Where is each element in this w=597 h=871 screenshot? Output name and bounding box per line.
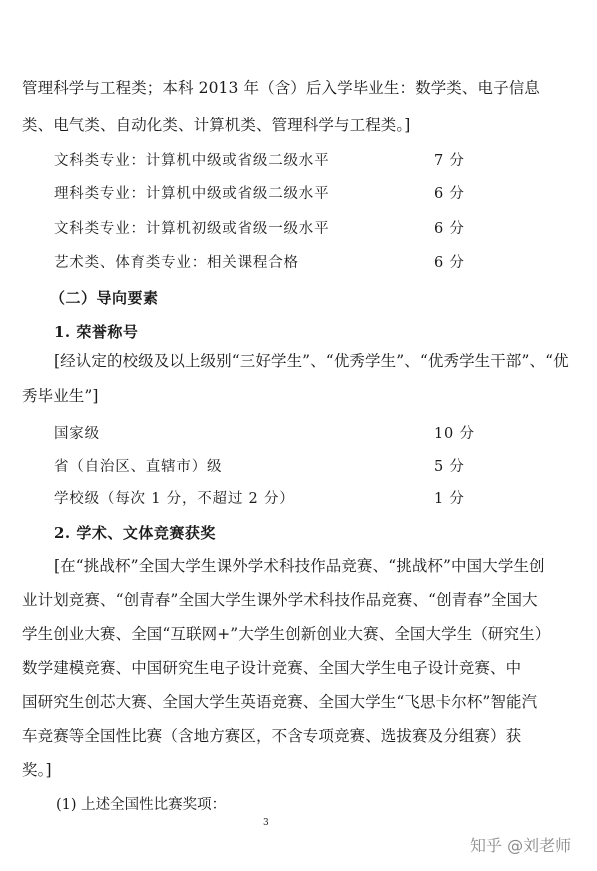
competition-line: 车竞赛等全国性比赛（含地方赛区，不含专项竞赛、选拔赛及分组赛）获 (22, 727, 522, 745)
score-row-label: 理科类专业：计算机中级或省级二级水平 (54, 186, 330, 202)
honor-title: 1. 荣誉称号 (54, 323, 139, 341)
section-heading: （二）导向要素 (50, 289, 159, 307)
competition-line: 国研究生创芯大赛、全国大学生英语竞赛、全国大学生“飞思卡尔杯”智能汽 (22, 693, 538, 711)
competition-line: 业计划竞赛、“创青春”全国大学生课外学术科技作品竞赛、“创青春”全国大 (22, 591, 538, 609)
page-number: 3 (263, 818, 269, 828)
score-row-label: 文科类专业：计算机中级或省级二级水平 (54, 153, 330, 169)
score-row-value: 7 分 (434, 153, 465, 169)
competition-line: 学生创业大赛、全国“互联网+”大学生创新创业大赛、全国大学生（研究生） (22, 625, 551, 643)
honor-row-label: 国家级 (54, 426, 100, 442)
honor-note-line-1: [经认定的校级及以上级别“三好学生”、“优秀学生”、“优秀学生干部”、“优 (54, 352, 569, 370)
sub-item: (1) 上述全国性比赛奖项： (56, 797, 227, 813)
score-row-value: 6 分 (434, 255, 465, 271)
competition-line: [在“挑战杯”全国大学生课外学术科技作品竞赛、“挑战杯”中国大学生创 (54, 557, 545, 575)
score-row-label: 文科类专业：计算机初级或省级一级水平 (54, 221, 330, 237)
honor-note-line-2: 秀毕业生”] (22, 387, 99, 405)
intro-line-1: 管理科学与工程类；本科 2013 年（含）后入学毕业生：数学类、电子信息 (22, 79, 540, 97)
honor-row-value: 10 分 (434, 426, 475, 442)
competition-line: 数学建模竞赛、中国研究生电子设计竞赛、全国大学生电子设计竞赛、中 (22, 659, 522, 677)
honor-row-value: 5 分 (434, 459, 465, 475)
score-row-value: 6 分 (434, 186, 465, 202)
honor-row-label: 学校级（每次 1 分，不超过 2 分） (54, 491, 295, 507)
intro-line-2: 类、电气类、自动化类、计算机类、管理科学与工程类。] (22, 116, 411, 134)
competition-title: 2. 学术、文体竞赛获奖 (54, 524, 216, 542)
watermark: 知乎 @刘老师 (470, 836, 572, 855)
honor-row-label: 省（自治区、直辖市）级 (54, 459, 223, 475)
score-row-value: 6 分 (434, 221, 465, 237)
honor-row-value: 1 分 (434, 491, 465, 507)
competition-line: 奖。] (22, 761, 52, 779)
score-row-label: 艺术类、体育类专业：相关课程合格 (54, 255, 299, 271)
